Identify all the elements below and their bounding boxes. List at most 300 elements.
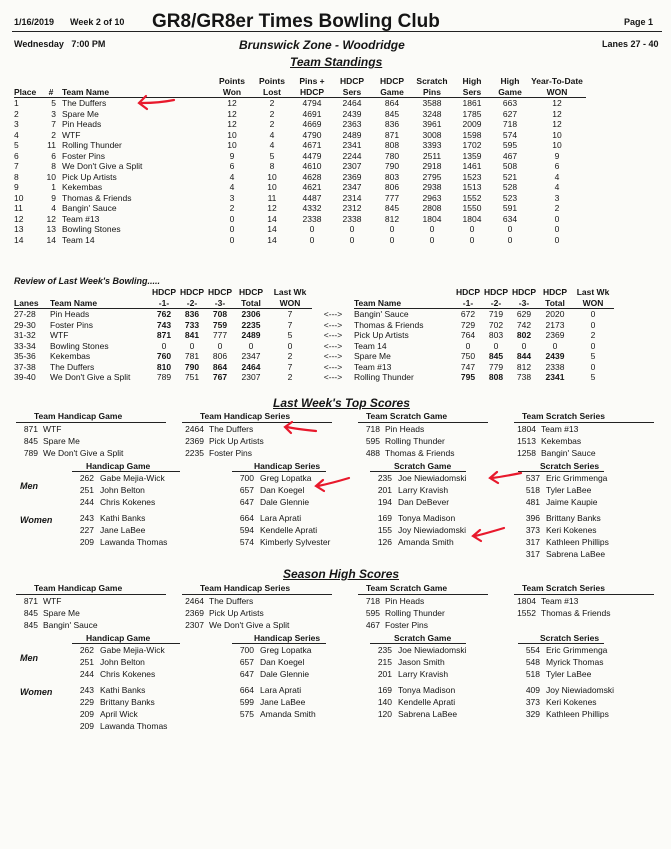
standings-row bbox=[14, 224, 586, 235]
standings-row bbox=[14, 203, 586, 214]
standings-cell: 6 bbox=[229, 161, 235, 171]
review-score-a: 2 bbox=[287, 351, 293, 361]
review-score-a: 789 bbox=[156, 372, 172, 382]
team-category-rule bbox=[514, 422, 654, 423]
review-score-a: 7 bbox=[287, 319, 293, 330]
review-score-b: 764 bbox=[460, 330, 476, 340]
standings-cell: 10 bbox=[267, 171, 277, 182]
standings-row bbox=[14, 235, 586, 246]
team-score: 595 bbox=[365, 436, 380, 446]
team-name: Bangin' Sauce bbox=[43, 620, 98, 630]
standings-cell: 2314 bbox=[342, 192, 362, 203]
review-score-b: 742 bbox=[516, 319, 532, 330]
review-score-a: 767 bbox=[212, 372, 228, 382]
review-score-a: 781 bbox=[184, 351, 200, 361]
standings-cell: 4 bbox=[229, 182, 235, 192]
standings-cell: 1861 bbox=[462, 98, 482, 108]
team-score: 1552 bbox=[517, 608, 536, 618]
standings-cell: Bangin' Sauce bbox=[62, 203, 117, 213]
team-name: Spare Me bbox=[43, 436, 80, 446]
team-category-title: Team Handicap Game bbox=[34, 583, 123, 593]
review-score-b: 2439 bbox=[545, 351, 565, 361]
standings-cell: 9 bbox=[554, 150, 560, 161]
review-header: -3- bbox=[510, 298, 538, 309]
review-score-b: 812 bbox=[516, 361, 532, 372]
standings-row bbox=[14, 161, 586, 172]
page-number: Page 1 bbox=[624, 17, 654, 27]
standings-row bbox=[14, 98, 586, 109]
review-lanes: 39-40 bbox=[14, 372, 36, 382]
individual-score: 251 bbox=[79, 657, 94, 667]
standings-cell: Team 14 bbox=[62, 234, 95, 245]
individual-category-rule bbox=[518, 643, 604, 644]
individual-name: Brittany Banks bbox=[100, 697, 155, 707]
individual-name: Kathi Banks bbox=[100, 513, 146, 523]
lanes-range: Lanes 27 - 40 bbox=[602, 39, 659, 49]
individual-name: Tyler LaBee bbox=[546, 485, 592, 495]
standings-cell: 14 bbox=[267, 224, 277, 234]
individual-score: 251 bbox=[79, 485, 94, 495]
individual-name: Myrick Thomas bbox=[546, 657, 604, 667]
team-name: Rolling Thunder bbox=[385, 608, 445, 618]
men-label: Men bbox=[20, 481, 38, 491]
standings-cell: 4691 bbox=[302, 108, 322, 119]
standings-cell: 521 bbox=[502, 171, 518, 182]
review-header-top: HDCP bbox=[483, 287, 509, 297]
standings-cell: 4 bbox=[269, 129, 275, 140]
standings-cell: 1 bbox=[51, 182, 56, 192]
individual-category-title: Scratch Series bbox=[540, 461, 600, 471]
individual-score: 518 bbox=[525, 485, 540, 495]
standings-cell: 2464 bbox=[342, 98, 362, 108]
standings-cell: 10 bbox=[46, 171, 56, 182]
standings-cell: Pick Up Artists bbox=[62, 171, 117, 182]
standings-cell: 845 bbox=[384, 108, 400, 119]
standings-cell: 0 bbox=[554, 234, 560, 245]
review-score-b: 2020 bbox=[545, 309, 565, 319]
standings-cell: 0 bbox=[309, 224, 315, 234]
standings-cell: 2 bbox=[269, 119, 275, 129]
standings-cell: 14 bbox=[267, 213, 277, 224]
review-header: -2- bbox=[482, 298, 510, 309]
standings-cell: 0 bbox=[554, 224, 560, 234]
standings-cell: 11 bbox=[47, 140, 56, 150]
individual-category-rule bbox=[370, 471, 466, 472]
individual-score: 140 bbox=[377, 697, 392, 707]
review-table bbox=[14, 287, 614, 383]
individual-score: 215 bbox=[377, 657, 392, 667]
season-title: Season High Scores bbox=[283, 567, 400, 581]
team-score: 845 bbox=[23, 608, 38, 618]
individual-name: Lawanda Thomas bbox=[100, 721, 168, 731]
standings-cell: 5 bbox=[14, 140, 19, 150]
standings-cell: 0 bbox=[554, 213, 560, 224]
review-row bbox=[14, 309, 614, 320]
team-category-rule bbox=[514, 594, 654, 595]
standings-cell: 627 bbox=[502, 108, 518, 119]
review-team-a: We Don't Give a Split bbox=[50, 372, 131, 382]
review-score-b: 803 bbox=[488, 330, 504, 340]
standings-cell: Kekembas bbox=[62, 182, 103, 192]
standings-cell: 595 bbox=[502, 140, 518, 150]
review-header-top: HDCP bbox=[542, 287, 568, 297]
review-score-a: 864 bbox=[212, 361, 228, 372]
review-score-a: 708 bbox=[212, 309, 228, 319]
individual-score: 700 bbox=[239, 473, 254, 483]
individual-name: Jason Smith bbox=[398, 657, 445, 667]
review-score-b: 702 bbox=[488, 319, 504, 330]
individual-score: 548 bbox=[525, 657, 540, 667]
individual-score: 194 bbox=[377, 497, 392, 507]
standings-cell: 1785 bbox=[462, 108, 482, 119]
individual-name: Greg Lopatka bbox=[260, 473, 312, 483]
individual-score: 227 bbox=[79, 525, 94, 535]
team-score: 871 bbox=[23, 596, 38, 606]
review-score-a: 790 bbox=[184, 361, 200, 372]
review-header: Total bbox=[538, 298, 572, 309]
review-team-b: Pick Up Artists bbox=[354, 330, 409, 340]
individual-category-rule bbox=[72, 643, 180, 644]
individual-name: Dan DeBever bbox=[398, 497, 450, 507]
individual-score: 518 bbox=[525, 669, 540, 679]
review-header: Team Name bbox=[354, 298, 454, 309]
review-score-b: 747 bbox=[460, 361, 476, 372]
standings-cell: 11 bbox=[267, 192, 277, 203]
review-score-a: 0 bbox=[217, 340, 223, 351]
individual-name: Jaime Kaupie bbox=[546, 497, 598, 507]
standings-row bbox=[14, 119, 586, 130]
standings-row bbox=[14, 109, 586, 120]
standings-grid bbox=[14, 76, 586, 245]
review-lanes: 33-34 bbox=[14, 340, 36, 351]
review-score-b: 719 bbox=[488, 309, 504, 319]
standings-cell: 10 bbox=[552, 129, 562, 140]
standings-cell: 528 bbox=[502, 182, 518, 192]
standings-cell: 2307 bbox=[342, 161, 362, 171]
standings-header: Won bbox=[212, 87, 252, 98]
review-header: WON bbox=[572, 298, 614, 309]
standings-cell: 2511 bbox=[422, 150, 442, 161]
review-header: -1- bbox=[454, 298, 482, 309]
standings-cell: 634 bbox=[502, 213, 518, 224]
review-header-top: Last Wk bbox=[273, 287, 307, 297]
review-gap bbox=[312, 298, 354, 309]
annotation-arrow-icon bbox=[313, 474, 351, 494]
individual-score: 209 bbox=[79, 537, 94, 547]
individual-name: Joe Niewiadomski bbox=[398, 473, 467, 483]
review-score-b: 5 bbox=[590, 351, 596, 361]
team-name: Kekembas bbox=[541, 436, 582, 446]
review-score-a: 762 bbox=[156, 309, 172, 319]
last-week-title: Last Week's Top Scores bbox=[273, 396, 410, 410]
standings-cell: 2347 bbox=[342, 182, 362, 192]
review-score-a: 2489 bbox=[241, 330, 261, 340]
review-header-top: HDCP bbox=[238, 287, 264, 297]
team-name: Pick Up Artists bbox=[209, 436, 264, 446]
review-score-b: 0 bbox=[552, 340, 558, 351]
team-score: 2464 bbox=[185, 424, 204, 434]
team-score: 718 bbox=[365, 424, 380, 434]
standings-cell: 790 bbox=[384, 161, 400, 171]
review-title: Review of Last Week's Bowling..... bbox=[14, 276, 161, 286]
standings-cell: Spare Me bbox=[62, 108, 99, 119]
standings-cell: 523 bbox=[502, 192, 518, 203]
review-score-b: 738 bbox=[516, 372, 532, 382]
team-name: Team #13 bbox=[541, 596, 579, 606]
review-score-b: 2369 bbox=[545, 330, 565, 340]
standings-header: WON bbox=[528, 87, 586, 98]
standings-cell: 12 bbox=[14, 213, 24, 224]
review-header-top bbox=[50, 287, 150, 298]
individual-score: 243 bbox=[79, 685, 94, 695]
standings-cell: 663 bbox=[502, 98, 518, 108]
individual-name: Joy Niewiadomski bbox=[546, 685, 615, 695]
standings-cell: 3 bbox=[554, 192, 560, 203]
team-score: 2307 bbox=[185, 620, 204, 630]
standings-cell: 2338 bbox=[302, 213, 322, 224]
standings-cell: 6 bbox=[51, 150, 56, 161]
standings-cell: 1523 bbox=[462, 171, 482, 182]
standings-cell: 2 bbox=[269, 108, 275, 119]
individual-score: 657 bbox=[239, 657, 254, 667]
standings-header: Place bbox=[14, 87, 40, 98]
review-vs: <---> bbox=[323, 372, 343, 382]
team-name: Thomas & Friends bbox=[541, 608, 611, 618]
standings-cell: 2369 bbox=[342, 171, 362, 182]
individual-name: Lara Aprati bbox=[260, 513, 302, 523]
standings-title: Team Standings bbox=[290, 55, 383, 69]
standings-cell: 508 bbox=[502, 161, 518, 171]
standings-cell: 8 bbox=[51, 161, 56, 171]
review-score-b: 5 bbox=[590, 372, 596, 382]
standings-cell: 2795 bbox=[422, 171, 442, 182]
standings-cell: 3588 bbox=[422, 98, 442, 108]
individual-name: April Wick bbox=[100, 709, 138, 719]
individual-score: 244 bbox=[79, 497, 94, 507]
review-score-b: 0 bbox=[590, 309, 596, 319]
team-score: 789 bbox=[23, 448, 38, 458]
review-team-b: Team #13 bbox=[354, 361, 392, 372]
individual-score: 126 bbox=[377, 537, 392, 547]
review-vs: <---> bbox=[323, 351, 343, 361]
individual-name: Larry Kravish bbox=[398, 669, 449, 679]
standings-cell: 2 bbox=[51, 129, 56, 140]
review-team-b: Rolling Thunder bbox=[354, 372, 414, 382]
individual-name: Kimberly Sylvester bbox=[260, 537, 331, 547]
review-score-b: 844 bbox=[516, 351, 532, 361]
individual-score: 120 bbox=[377, 709, 392, 719]
standings-row bbox=[14, 182, 586, 193]
team-score: 2464 bbox=[185, 596, 204, 606]
team-category-rule bbox=[358, 422, 488, 423]
standings-cell: 808 bbox=[384, 140, 400, 150]
standings-cell: 2244 bbox=[342, 150, 362, 161]
review-score-b: 629 bbox=[516, 309, 532, 319]
individual-score: 373 bbox=[525, 525, 540, 535]
standings-cell: 4 bbox=[14, 129, 19, 140]
day-time: Wednesday 7:00 PM bbox=[14, 39, 106, 49]
review-score-b: 808 bbox=[488, 372, 504, 382]
standings-cell: 2918 bbox=[422, 161, 442, 171]
review-header: -2- bbox=[178, 298, 206, 309]
standings-cell: 2 bbox=[229, 203, 235, 213]
review-score-a: 759 bbox=[212, 319, 228, 330]
review-score-a: 836 bbox=[184, 309, 200, 319]
review-score-a: 2235 bbox=[241, 319, 261, 330]
standings-header: HDCP bbox=[292, 87, 332, 98]
review-header-top: HDCP bbox=[511, 287, 537, 297]
standings-cell: Rolling Thunder bbox=[62, 140, 122, 150]
standings-cell: 9 bbox=[14, 182, 19, 192]
standings-cell: 4621 bbox=[302, 182, 322, 192]
standings-cell: Team #13 bbox=[62, 213, 100, 224]
standings-header-top: High bbox=[500, 76, 520, 86]
review-score-b: 802 bbox=[516, 330, 532, 340]
team-score: 2369 bbox=[185, 608, 204, 618]
team-name: Spare Me bbox=[43, 608, 80, 618]
review-vs: <---> bbox=[323, 319, 343, 330]
standings-header-top bbox=[62, 76, 212, 87]
team-category-title: Team Handicap Game bbox=[34, 411, 123, 421]
individual-name: Tonya Madison bbox=[398, 513, 456, 523]
review-score-b: 2341 bbox=[545, 372, 565, 382]
individual-score: 537 bbox=[525, 473, 540, 483]
individual-name: Greg Lopatka bbox=[260, 645, 312, 655]
standings-cell: 2963 bbox=[422, 192, 442, 203]
individual-name: Tyler LaBee bbox=[546, 669, 592, 679]
standings-cell: 4487 bbox=[302, 192, 322, 203]
standings-row bbox=[14, 130, 586, 141]
review-score-a: 2464 bbox=[241, 361, 261, 372]
standings-cell: 12 bbox=[227, 108, 237, 119]
review-team-a: Bowling Stones bbox=[50, 340, 109, 351]
team-category-rule bbox=[16, 594, 166, 595]
standings-cell: 467 bbox=[502, 150, 518, 161]
review-vs: <---> bbox=[323, 361, 343, 372]
standings-table bbox=[14, 76, 586, 245]
review-row bbox=[14, 341, 614, 352]
individual-score: 201 bbox=[377, 669, 392, 679]
review-score-a: 5 bbox=[287, 330, 293, 340]
standings-cell: We Don't Give a Split bbox=[62, 161, 143, 171]
individual-score: 373 bbox=[525, 697, 540, 707]
individual-category-title: Handicap Series bbox=[254, 633, 321, 643]
team-name: Thomas & Friends bbox=[385, 448, 455, 458]
standings-cell: WTF bbox=[62, 129, 81, 140]
standings-cell: 3 bbox=[14, 119, 19, 129]
standings-header: # bbox=[40, 87, 62, 98]
individual-name: Brittany Banks bbox=[546, 513, 601, 523]
team-category-rule bbox=[16, 422, 166, 423]
team-name: We Don't Give a Split bbox=[209, 620, 290, 630]
team-name: Pin Heads bbox=[385, 596, 425, 606]
review-row bbox=[14, 330, 614, 341]
team-name: Team #13 bbox=[541, 424, 579, 434]
standings-cell: 7 bbox=[14, 161, 19, 171]
standings-cell: 10 bbox=[552, 140, 562, 150]
review-lanes: 35-36 bbox=[14, 351, 36, 361]
team-name: Foster Pins bbox=[209, 448, 252, 458]
standings-cell: Foster Pins bbox=[62, 150, 105, 161]
review-team-a: Kekembas bbox=[50, 351, 91, 361]
review-row bbox=[14, 372, 614, 383]
standings-cell: 5 bbox=[269, 150, 275, 161]
review-team-a: The Duffers bbox=[50, 361, 95, 372]
review-header-top: HDCP bbox=[179, 287, 205, 297]
standings-cell: 3393 bbox=[422, 140, 442, 150]
standings-cell: 0 bbox=[229, 234, 235, 245]
team-score: 1804 bbox=[517, 424, 536, 434]
individual-score: 317 bbox=[525, 537, 540, 547]
standings-cell: 0 bbox=[389, 224, 395, 234]
individual-name: John Belton bbox=[100, 485, 145, 495]
standings-cell: 2489 bbox=[342, 129, 362, 140]
standings-header-top: Pins + bbox=[299, 76, 325, 86]
standings-header: Game bbox=[372, 87, 412, 98]
standings-cell: 4669 bbox=[302, 119, 322, 129]
club-title: GR8/GR8er Times Bowling Club bbox=[152, 11, 440, 32]
individual-name: Kathi Banks bbox=[100, 685, 146, 695]
review-header: Lanes bbox=[14, 298, 50, 309]
team-name: We Don't Give a Split bbox=[43, 448, 124, 458]
review-header-top bbox=[354, 287, 454, 298]
team-category-title: Team Handicap Series bbox=[200, 411, 291, 421]
individual-name: Larry Kravish bbox=[398, 485, 449, 495]
individual-score: 599 bbox=[239, 697, 254, 707]
team-category-title: Team Handicap Series bbox=[200, 583, 291, 593]
individual-score: 243 bbox=[79, 513, 94, 523]
standings-cell: 2 bbox=[269, 98, 275, 108]
standings-cell: 3 bbox=[229, 192, 235, 203]
standings-cell: Pin Heads bbox=[62, 119, 102, 129]
standings-header: Sers bbox=[332, 87, 372, 98]
individual-name: Keri Kokenes bbox=[546, 697, 597, 707]
standings-cell: 845 bbox=[384, 203, 400, 213]
team-score: 467 bbox=[365, 620, 380, 630]
standings-cell: 0 bbox=[429, 224, 435, 234]
standings-header-top: Year-To-Date bbox=[531, 76, 583, 86]
review-lanes: 31-32 bbox=[14, 330, 36, 340]
individual-name: Chris Kokenes bbox=[100, 497, 156, 507]
review-score-b: 0 bbox=[521, 340, 527, 351]
standings-cell: 1804 bbox=[422, 213, 442, 224]
individual-name: Gabe Mejia-Wick bbox=[100, 645, 165, 655]
team-name: Bangin' Sauce bbox=[541, 448, 596, 458]
team-name: Rolling Thunder bbox=[385, 436, 445, 446]
individual-category-rule bbox=[232, 643, 326, 644]
review-team-a: WTF bbox=[50, 330, 69, 340]
standings-cell: 7 bbox=[51, 119, 56, 129]
standings-row bbox=[14, 151, 586, 162]
individual-name: Amanda Smith bbox=[260, 709, 316, 719]
review-score-a: 0 bbox=[287, 340, 293, 351]
standings-cell: 0 bbox=[507, 224, 513, 234]
standings-cell: 13 bbox=[46, 224, 56, 234]
standings-cell: 4 bbox=[554, 171, 560, 182]
individual-category-rule bbox=[370, 643, 466, 644]
standings-cell: 803 bbox=[384, 171, 400, 182]
review-lanes: 29-30 bbox=[14, 319, 36, 330]
individual-name: Lawanda Thomas bbox=[100, 537, 168, 547]
individual-score: 647 bbox=[239, 669, 254, 679]
standings-cell: 1804 bbox=[462, 213, 482, 224]
team-category-title: Team Scratch Series bbox=[522, 583, 605, 593]
standings-cell: 10 bbox=[14, 192, 24, 203]
review-score-b: 729 bbox=[460, 319, 476, 330]
men-label: Men bbox=[20, 653, 38, 663]
review-row bbox=[14, 362, 614, 373]
individual-score: 169 bbox=[377, 513, 392, 523]
